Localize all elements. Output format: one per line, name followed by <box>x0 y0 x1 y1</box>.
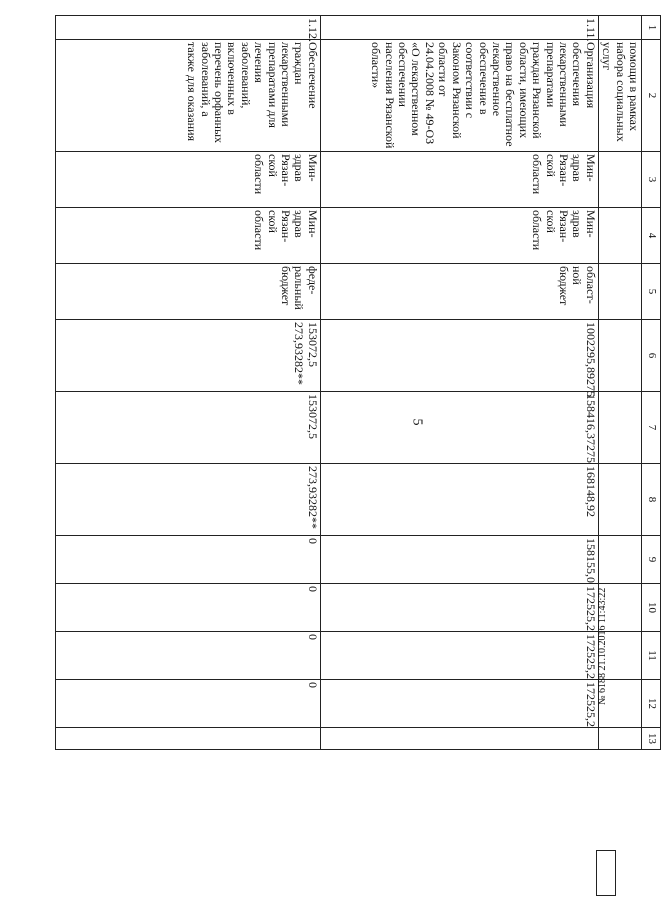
footer-registration: № 6188 21.10.2016 11:43:22 <box>597 587 608 705</box>
col-header: 2 <box>642 40 661 152</box>
responsible: Мин-здрав Рязан-ской области <box>320 152 598 208</box>
registry-stamp-icon <box>596 850 616 896</box>
table-row <box>55 16 320 750</box>
cell <box>598 320 641 392</box>
cell: 172525,2 <box>320 632 598 680</box>
rotated-table-container <box>58 15 661 749</box>
cell <box>55 728 320 750</box>
col-header: 3 <box>642 152 661 208</box>
col-header: 7 <box>642 392 661 464</box>
cell: 158155,0 <box>320 536 598 584</box>
cell: 0 <box>55 584 320 632</box>
measure-name: Организация обеспечения лекарственными препаратами граждан Рязанской области, имеющих право на бесплатное лекарственное обеспечение в соответствии с Законом Рязанской области от 24.04.2008 № 49-ОЗ «О лекарственном обеспечении населения Рязанской области» <box>320 40 598 152</box>
cell <box>598 464 641 536</box>
measure-name: Обеспечение граждан лекарственными препаратами для лечения заболеваний, включенных в перечень орфанных заболеваний, а также для оказания <box>55 40 320 152</box>
cell <box>598 392 641 464</box>
page-number: 5 <box>409 418 425 426</box>
responsible: Мин-здрав Рязан-ской области <box>55 152 320 208</box>
program-table <box>55 15 661 750</box>
funding-source: област-ной бюджет <box>320 264 598 320</box>
col-header: 8 <box>642 464 661 536</box>
cell: 0 <box>55 536 320 584</box>
col-header: 4 <box>642 208 661 264</box>
cell <box>598 208 641 264</box>
col-header: 12 <box>642 680 661 728</box>
cell: 273,93282** <box>55 464 320 536</box>
cell: 158416,37275 <box>320 392 598 464</box>
cell: 0 <box>55 680 320 728</box>
cell <box>598 16 641 40</box>
cell: 1002295,89275 <box>320 320 598 392</box>
cell <box>598 728 641 750</box>
executor: Мин-здрав Рязан-ской области <box>320 208 598 264</box>
funding-source: феде-ральный бюджет <box>55 264 320 320</box>
col-header: 1 <box>642 16 661 40</box>
col-header: 6 <box>642 320 661 392</box>
cell <box>598 536 641 584</box>
cell: помощи в рамках набора социальных услуг <box>598 40 641 152</box>
cell <box>598 264 641 320</box>
col-header: 13 <box>642 728 661 750</box>
row-number: 1.12. <box>55 16 320 40</box>
cell: 153072,5 <box>55 392 320 464</box>
header-row <box>642 16 661 750</box>
col-header: 9 <box>642 536 661 584</box>
cell: 153072,5 273,93282** <box>55 320 320 392</box>
cell: 172525,2 <box>320 584 598 632</box>
col-header: 11 <box>642 632 661 680</box>
cell <box>320 728 598 750</box>
executor: Мин-здрав Рязан-ской области <box>55 208 320 264</box>
table-row <box>320 16 598 750</box>
col-header: 10 <box>642 584 661 632</box>
cell: 0 <box>55 632 320 680</box>
row-number: 1.11. <box>320 16 598 40</box>
cell <box>598 152 641 208</box>
col-header: 5 <box>642 264 661 320</box>
cell: 168148,92 <box>320 464 598 536</box>
cell: 172525,2 <box>320 680 598 728</box>
